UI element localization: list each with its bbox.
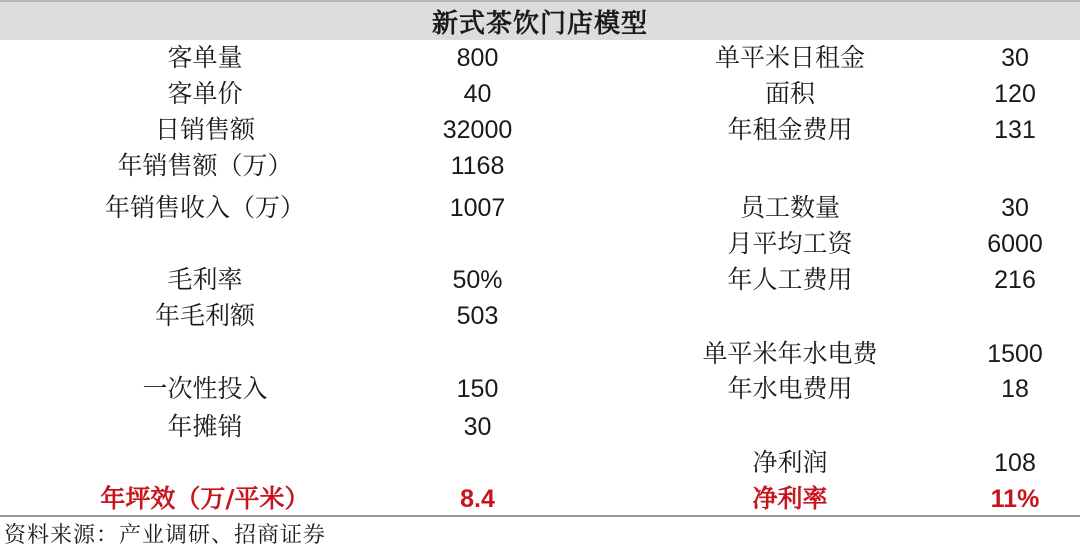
left-label (70, 336, 340, 372)
right-label: 年水电费用 (727, 374, 853, 403)
left-label: 毛利率 (167, 265, 243, 294)
left-value: 40 (463, 80, 492, 108)
left-value: 800 (456, 44, 499, 72)
net-margin-label: 净利率 (752, 484, 828, 513)
left-value: 150 (456, 375, 499, 403)
right-value: 30 (1001, 194, 1029, 222)
left-label: 年摊销 (167, 412, 243, 441)
right-value: 6000 (987, 230, 1043, 258)
table-title: 新式茶饮门店模型 (0, 0, 1080, 40)
right-value (940, 298, 1080, 334)
left-value: 503 (456, 302, 499, 330)
data-table (0, 40, 1080, 515)
left-label: 年毛利额 (154, 301, 255, 330)
left-label: 年销售额（万） (117, 151, 293, 180)
table-row (0, 336, 1080, 372)
left-value: 30 (463, 413, 492, 441)
table-row (0, 40, 1080, 76)
floor-efficiency-label: 年坪效（万/平米） (100, 484, 310, 513)
left-label: 日销售额 (154, 115, 255, 144)
right-label: 单平米日租金 (714, 43, 865, 72)
left-value (380, 336, 575, 372)
table-row (0, 445, 1080, 481)
right-label: 年人工费用 (727, 265, 853, 294)
right-label (640, 409, 940, 445)
left-value: 32000 (442, 116, 513, 144)
table-row (0, 371, 1080, 407)
floor-efficiency-value: 8.4 (460, 485, 495, 513)
left-value (380, 226, 575, 262)
right-value: 18 (1001, 375, 1029, 403)
right-value (940, 409, 1080, 445)
table-row (0, 262, 1080, 298)
left-label (70, 445, 340, 481)
left-value: 50% (452, 266, 503, 294)
right-label (640, 298, 940, 334)
right-value (940, 148, 1080, 184)
right-label: 年租金费用 (727, 115, 853, 144)
left-label: 一次性投入 (142, 374, 268, 403)
right-value: 131 (994, 116, 1036, 144)
table-row (0, 298, 1080, 334)
left-label: 客单量 (167, 43, 243, 72)
left-label: 客单价 (167, 79, 243, 108)
table-row (0, 409, 1080, 445)
left-value: 1168 (450, 152, 505, 180)
table-row (0, 76, 1080, 112)
net-margin-value: 11% (990, 485, 1040, 513)
left-label (70, 226, 340, 262)
right-value: 120 (994, 80, 1036, 108)
table-row (0, 226, 1080, 262)
source-note: 资料来源：产业调研、招商证券 (4, 523, 327, 548)
right-value: 108 (994, 449, 1036, 477)
table-row (0, 148, 1080, 184)
left-label: 年销售收入（万） (104, 193, 305, 222)
right-label: 净利润 (752, 448, 828, 477)
right-label: 单平米年水电费 (702, 339, 878, 368)
left-value (380, 445, 575, 481)
table-row-highlight (0, 481, 1080, 517)
left-value: 1007 (449, 194, 506, 222)
table-bottom-border (0, 515, 1080, 517)
right-value: 30 (1001, 44, 1029, 72)
table-row (0, 190, 1080, 226)
right-value: 216 (994, 266, 1036, 294)
table-row (0, 112, 1080, 148)
right-label: 面积 (764, 79, 815, 108)
right-label: 月平均工资 (727, 229, 853, 258)
right-value: 1500 (987, 340, 1043, 368)
right-label: 员工数量 (739, 193, 840, 222)
right-label (640, 148, 940, 184)
